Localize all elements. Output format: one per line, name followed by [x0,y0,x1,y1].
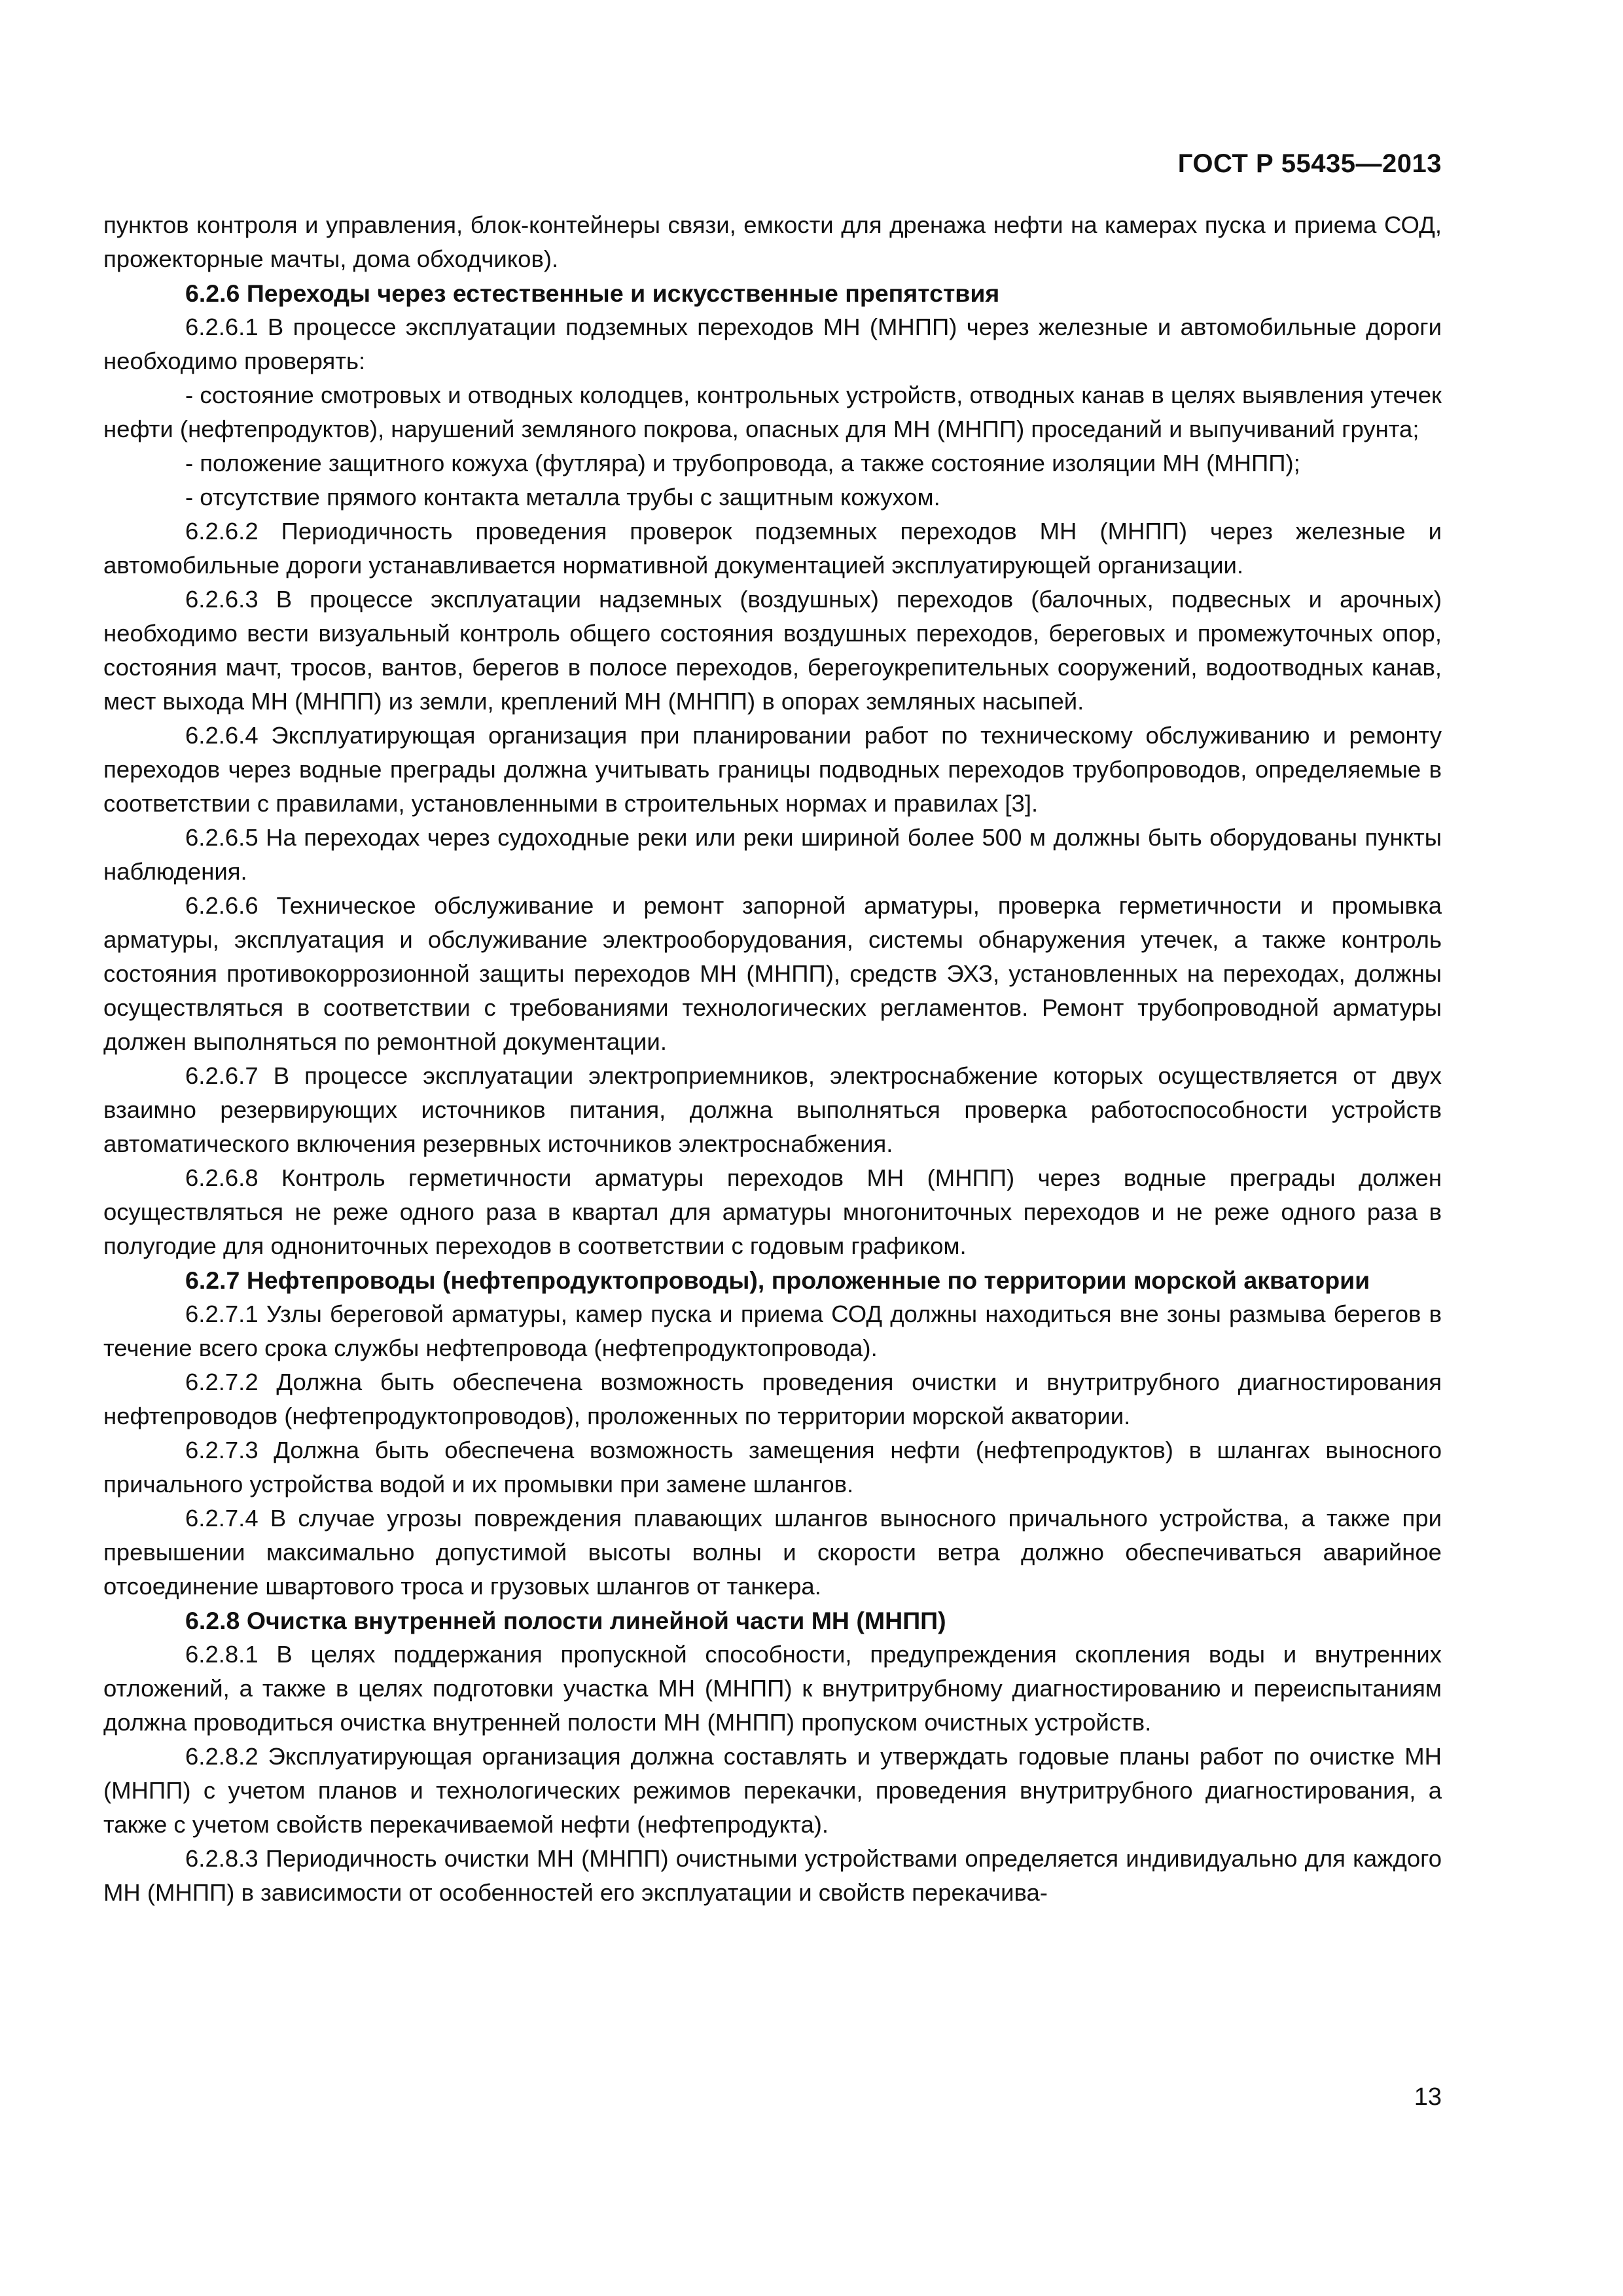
document-body [103,208,1442,1910]
paragraph-6-2-8-2: 6.2.8.2 Эксплуатирующая организация должна составлять и утверждать годовые планы работ по очистке МН (МНПП) с учетом планов и технологических режимов перекачки, проведения внутритрубного диагностирования, а также с учетом свойств перекачиваемой нефти (нефтепродукта). [103,1743,1442,1838]
paragraph-6-2-6-5: 6.2.6.5 На переходах через судоходные реки или реки шириной более 500 м должны быть оборудованы пункты наблюдения. [103,824,1442,885]
document-code-header: ГОСТ Р 55435—2013 [1177,149,1442,178]
paragraph-6-2-6-4: 6.2.6.4 Эксплуатирующая организация при планировании работ по техническому обслуживанию и ремонту переходов через водные преграды должна учитывать границы подводных переходов трубопроводов, определяемые в соответствии с правилами, установленными в строительных нормах и правилах [3]. [103,722,1442,817]
section-heading-6-2-6: 6.2.6 Переходы через естественные и искусственные препятствия [185,279,1000,307]
paragraph-6-2-6-6: 6.2.6.6 Техническое обслуживание и ремонт запорной арматуры, проверка герметичности и промывка арматуры, эксплуатация и обслуживание электрооборудования, системы обнаружения утечек, а также контроль состояния противокоррозионной защиты переходов МН (МНПП), средств ЭХЗ, установленных на переходах, должны осуществляться в соответствии с требованиями технологических регламентов. Ремонт трубопроводной арматуры должен выполняться по ремонтной документации. [103,892,1442,1055]
list-item: - положение защитного кожуха (футляра) и трубопровода, а также состояние изоляции МН (МНПП); [185,450,1300,476]
paragraph-continuation: пунктов контроля и управления, блок-контейнеры связи, емкости для дренажа нефти на камерах пуска и приема СОД, прожекторные мачты, дома обходчиков). [103,211,1442,272]
paragraph-6-2-8-3: 6.2.8.3 Периодичность очистки МН (МНПП) очистными устройствами определяется индивидуально для каждого МН (МНПП) в зависимости от особенностей его эксплуатации и свойств перекачива- [103,1845,1442,1906]
paragraph-6-2-6-8: 6.2.6.8 Контроль герметичности арматуры переходов МН (МНПП) через водные преграды должен осуществляться не реже одного раза в квартал для арматуры многониточных переходов и не реже одного раза в полугодие для однониточных переходов в соответствии с годовым графиком. [103,1164,1442,1259]
paragraph-6-2-6-1: 6.2.6.1 В процессе эксплуатации подземных переходов МН (МНПП) через железные и автомобильные дороги необходимо проверять: [103,314,1442,374]
paragraph-6-2-6-7: 6.2.6.7 В процессе эксплуатации электроприемников, электроснабжение которых осуществляется от двух взаимно резервирующих источников питания, должна выполняться проверка работоспособности устройств автоматического включения резервных источников электроснабжения. [103,1062,1442,1157]
section-heading-6-2-8: 6.2.8 Очистка внутренней полости линейной части МН (МНПП) [185,1607,946,1634]
document-page [103,0,1442,2296]
list-item: - состояние смотровых и отводных колодцев, контрольных устройств, отводных канав в целях выявления утечек нефти (нефтепродуктов), нарушений земляного покрова, опасных для МН (МНПП) проседаний и выпучиваний грунта; [103,382,1442,442]
list-item: - отсутствие прямого контакта металла трубы с защитным кожухом. [185,484,940,511]
paragraph-6-2-7-3: 6.2.7.3 Должна быть обеспечена возможность замещения нефти (нефтепродуктов) в шлангах выносного причального устройства водой и их промывки при замене шлангов. [103,1437,1442,1498]
paragraph-6-2-6-2: 6.2.6.2 Периодичность проведения проверок подземных переходов МН (МНПП) через железные и автомобильные дороги устанавливается нормативной документацией эксплуатирующей организации. [103,518,1442,579]
section-heading-6-2-7: 6.2.7 Нефтепроводы (нефтепродуктопроводы), проложенные по территории морской акватории [185,1266,1370,1294]
paragraph-6-2-6-3: 6.2.6.3 В процессе эксплуатации надземных (воздушных) переходов (балочных, подвесных и арочных) необходимо вести визуальный контроль общего состояния воздушных переходов, береговых и промежуточных опор, состояния мачт, тросов, вантов, берегов в полосе переходов, берегоукрепительных сооружений, водоотводных канав, мест выхода МН (МНПП) из земли, креплений МН (МНПП) в опорах земляных насыпей. [103,586,1442,715]
paragraph-6-2-7-2: 6.2.7.2 Должна быть обеспечена возможность проведения очистки и внутритрубного диагностирования нефтепроводов (нефтепродуктопроводов), проложенных по территории морской акватории. [103,1369,1442,1429]
paragraph-6-2-7-4: 6.2.7.4 В случае угрозы повреждения плавающих шлангов выносного причального устройства, а также при превышении максимально допустимой высоты волны и скорости ветра должно обеспечиваться аварийное отсоединение швартового троса и грузовых шлангов от танкера. [103,1505,1442,1600]
paragraph-6-2-7-1: 6.2.7.1 Узлы береговой арматуры, камер пуска и приема СОД должны находиться вне зоны размыва берегов в течение всего срока службы нефтепровода (нефтепродуктопровода). [103,1300,1442,1361]
page-number: 13 [1414,2083,1442,2111]
paragraph-6-2-8-1: 6.2.8.1 В целях поддержания пропускной способности, предупреждения скопления воды и внутренних отложений, а также в целях подготовки участка МН (МНПП) к внутритрубному диагностированию и переиспытаниям должна проводиться очистка внутренней полости МН (МНПП) пропуском очистных устройств. [103,1641,1442,1736]
